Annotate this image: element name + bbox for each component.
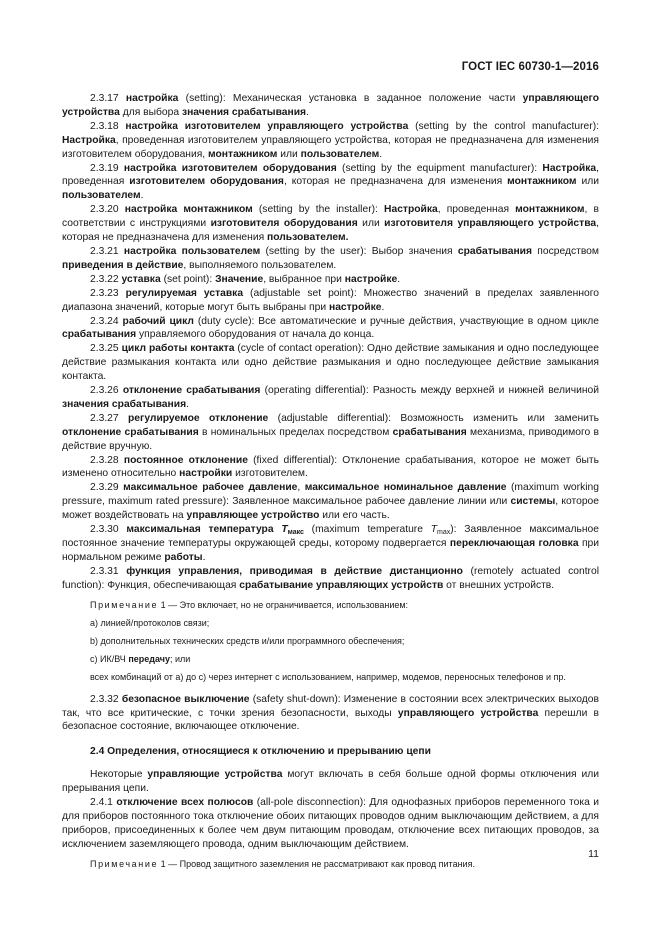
definition-2-3-19: 2.3.19 настройка изготовителем оборудования (setting by the equipment manufacturer): Настройка, проведенная изготовителем оборудования, которая не предназначена для изменения монтажником или пользователем. xyxy=(62,162,600,202)
section-heading-2-4: 2.4 Определения, относящиеся к отключению и прерыванию цепи xyxy=(90,746,431,758)
section-2-4-intro: Некоторые управляющие устройства могут включать в себя больше одной формы отключения или прерывания цепи. xyxy=(62,769,599,795)
definition-2-3-22: 2.3.22 уставка (set point): Значение, выбранное при настройке. xyxy=(90,273,401,285)
definition-2-3-24: 2.3.24 рабочий цикл (duty cycle): Все автоматические и ручные действия, участвующие в одном цикле срабатывания управляемого оборудования от начала до конца. xyxy=(62,315,599,341)
definition-2-3-28: 2.3.28 постоянное отклонение (fixed differential): Отклонение срабатывания, которое не может быть изменено относительно настройки изготовителем. xyxy=(62,454,599,480)
definition-2-3-27: 2.3.27 регулируемое отклонение (adjustable differential): Возможность изменить или заменить отклонение срабатывания в номинальных пределах посредством срабатывания механизма, приводимого в действие вручную. xyxy=(62,412,599,452)
note-2-4-1 xyxy=(62,858,599,870)
definition-2-3-20: 2.3.20 настройка монтажником (setting by the installer): Настройка, проведенная монтажником, в соответствии с инструкциями изготовителя оборудования или изготовителя управляющего устройства, которая не предназначена для изменения пользователем. xyxy=(62,204,599,244)
note-item-all: всех комбинаций от а) до с) через интернет с использованием, например, модемов, переносных телефонов и пр. xyxy=(90,672,566,683)
definition-2-3-31: 2.3.31 функция управления, приводимая в действие дистанционно (remotely actuated control function): Функция, обеспечивающая срабатывание управляющих устройств от внешних устройств. xyxy=(62,565,599,591)
definition-2-3-30: 2.3.30 максимальная температура $T_{макс}$ (maximum temperature $T_{max}$): Заявленное максимальное постоянное значение температуры окружающей среды, которому подвергается переключающая головка при нормальном режиме работы. xyxy=(62,524,600,563)
definition-2-3-29: 2.3.29 максимальное рабочее давление, максимальное номинальное давление (maximum working pressure, maximum rated pressure): Заявленное максимальное рабочее давление линии или системы, которое может воздействовать на управляющее устройство или его часть. xyxy=(62,482,599,522)
page-number: 11 xyxy=(588,848,599,860)
definition-2-3-21: 2.3.21 настройка пользователем (setting by the user): Выбор значения срабатывания посредством приведения в действие, выполняемого пользователем. xyxy=(62,245,599,271)
note-item-b: b) дополнительных технических средств и/или программного обеспечения; xyxy=(90,636,405,647)
note-item-c: с) ИК/ВЧ передачу; или xyxy=(90,654,191,665)
definition-2-3-23: 2.3.23 регулируемая уставка (adjustable set point): Множество значений в пределах заявленного диапазона значений, которые могут быть выбраны при настройке. xyxy=(62,287,600,313)
note-2-3-31 xyxy=(62,599,599,684)
note-header: Примечание 1 — Это включает, но не ограничивается, использованием: xyxy=(90,599,409,610)
note-2-4-1-text: Примечание 1 — Провод защитного заземления не рассматривают как провод питания. xyxy=(90,858,475,869)
definition-2-4-1: 2.4.1 отключение всех полюсов (all-pole disconnection): Для однофазных приборов переменного тока и для приборов постоянного тока отключение обоих питающих проводов одним выключающим действием, а для приборов, присоединенных к более чем двум питающим проводам, отключение всех питающих проводов, за исключением заземляющего провода, одним выключающим действием. xyxy=(62,797,599,850)
definition-2-3-17: 2.3.17 настройка (setting): Механическая установка в заданное положение части управляющего устройства для выбора значения срабатывания. xyxy=(62,93,599,118)
page-body xyxy=(62,92,599,870)
definition-2-3-26: 2.3.26 отклонение срабатывания (operating differential): Разность между верхней и нижней величиной значения срабатывания. xyxy=(62,385,599,410)
definition-2-3-32: 2.3.32 безопасное выключение (safety shut-down): Изменение в состоянии всех электрических выходов так, что все критические, с точки зрения безопасности, выходы управляющего устройства перешли в безопасное состояние, включающее отключение. xyxy=(62,693,600,733)
definition-2-3-25: 2.3.25 цикл работы контакта (cycle of contact operation): Одно действие замыкания и одно последующее действие размыкания контакта или одно действие размыкания и одно последующее действие замыкания контакта. xyxy=(62,343,600,383)
document-code-header: ГОСТ IEC 60730-1—2016 xyxy=(461,61,599,73)
note-item-a: а) линией/протоколов связи; xyxy=(90,617,210,628)
definition-2-3-18: 2.3.18 настройка изготовителем управляющего устройства (setting by the control manufacturer): Настройка, проведенная изготовителем управляющего устройства, которая не предназначена для изменения изготовителем оборудования, монтажником или пользователем. xyxy=(62,120,599,160)
